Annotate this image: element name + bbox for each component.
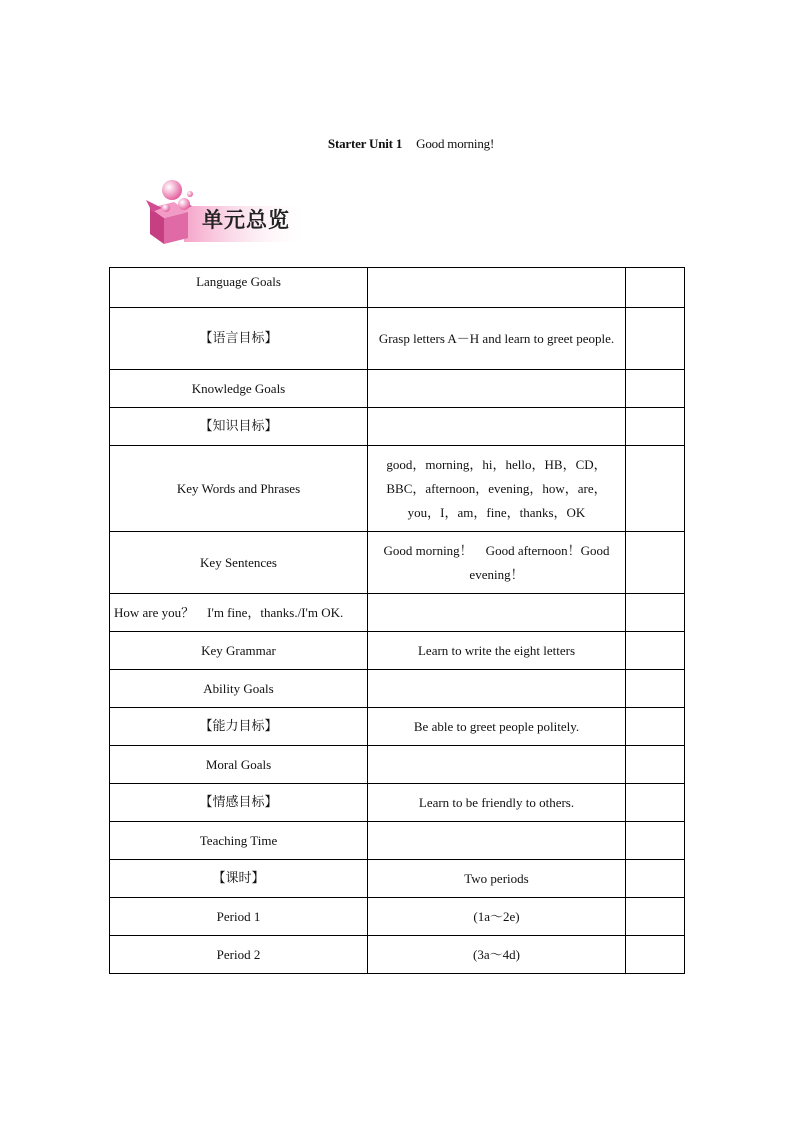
row-extra [626,594,685,632]
row-content [368,822,626,860]
row-content [368,594,626,632]
row-label: 【情感目标】 [110,784,368,822]
row-extra [626,532,685,594]
table-row [110,632,685,670]
unit-goals-table [109,267,685,974]
row-content [368,268,626,308]
row-content: (3a～4d) [368,936,626,974]
row-label: Period 1 [110,898,368,936]
table-row [110,268,685,308]
row-content [368,408,626,446]
row-content: Two periods [368,860,626,898]
page-title [0,136,794,152]
table-row [110,860,685,898]
row-content: (1a～2e) [368,898,626,936]
table-row [110,408,685,446]
row-label: 【课时】 [110,860,368,898]
row-extra [626,308,685,370]
table-row [110,308,685,370]
row-content [368,670,626,708]
table-row [110,708,685,746]
row-extra [626,898,685,936]
row-label: Key Sentences [110,532,368,594]
row-extra [626,408,685,446]
row-extra [626,708,685,746]
row-label: Ability Goals [110,670,368,708]
row-extra [626,860,685,898]
row-label: Key Grammar [110,632,368,670]
row-label: Teaching Time [110,822,368,860]
row-content: Good morning！ Good afternoon！Good evening！ [368,532,626,594]
table-row [110,370,685,408]
row-content [368,370,626,408]
unit-overview-label: 单元总览 [202,208,290,232]
unit-overview-banner [144,178,304,246]
table-row [110,532,685,594]
table-row [110,784,685,822]
table-row [110,670,685,708]
table-row [110,936,685,974]
row-label: Language Goals [110,268,368,308]
unit-title: Starter Unit 1 [327,136,403,151]
row-content: Learn to be friendly to others. [368,784,626,822]
row-label: 【能力目标】 [110,708,368,746]
row-content: Be able to greet people politely. [368,708,626,746]
row-label: Key Words and Phrases [110,446,368,532]
row-extra [626,670,685,708]
table-row [110,822,685,860]
row-extra [626,936,685,974]
row-label: 【知识目标】 [110,408,368,446]
table-row [110,446,685,532]
row-content: good，morning，hi，hello，HB，CD，BBC，afternoon，evening，how，are，you，I，am，fine，thanks，OK [368,446,626,532]
row-extra [626,784,685,822]
row-label: Moral Goals [110,746,368,784]
row-content [368,746,626,784]
unit-subtitle: Good morning! [416,136,495,151]
row-extra [626,370,685,408]
row-content: Learn to write the eight letters [368,632,626,670]
row-label: Knowledge Goals [110,370,368,408]
row-extra [626,632,685,670]
table-row [110,594,685,632]
row-extra [626,268,685,308]
row-extra [626,746,685,784]
table-row [110,746,685,784]
row-extra [626,822,685,860]
row-label: Period 2 [110,936,368,974]
row-label: How are you？ I'm fine，thanks./I'm OK. [110,594,368,632]
row-content: Grasp letters A－H and learn to greet people. [368,308,626,370]
row-label: 【语言目标】 [110,308,368,370]
table-row [110,898,685,936]
row-extra [626,446,685,532]
